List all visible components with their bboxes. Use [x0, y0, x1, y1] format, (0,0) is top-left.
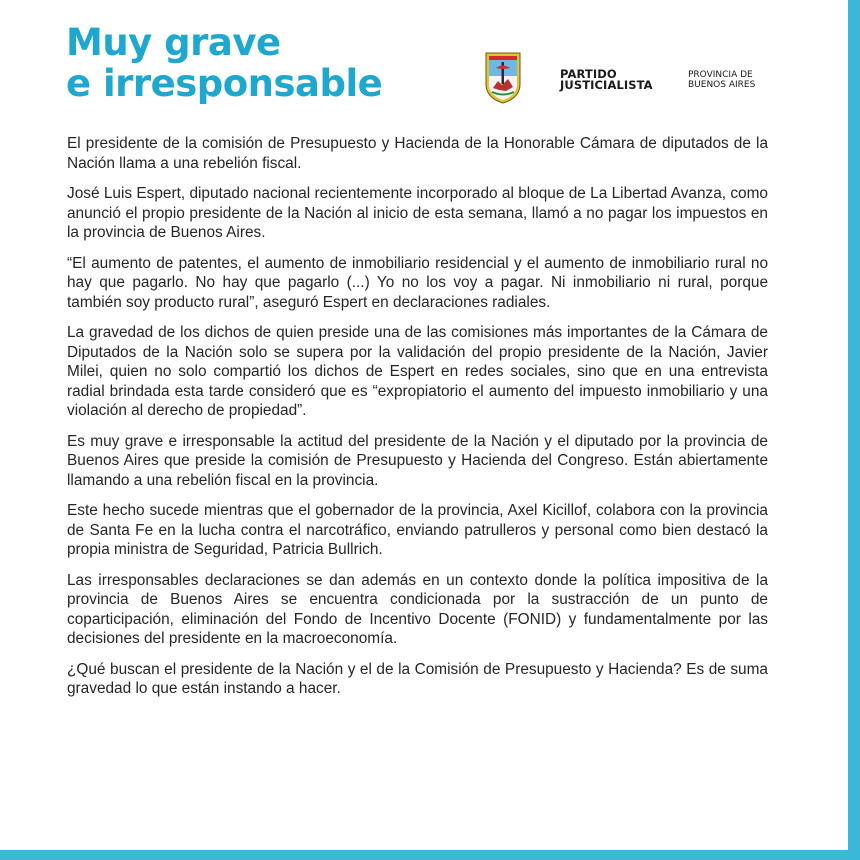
paragraph: Este hecho sucede mientras que el gobernador de la provincia, Axel Kicillof, colabora con la provincia de Santa Fe en la lucha contra el narcotráfico, enviando patrulleros y personal como bien destacó la propia ministra de Seguridad, Patricia Bullrich.: [67, 502, 768, 558]
page-title: [66, 22, 382, 104]
accent-strip-right: [848, 0, 860, 860]
paragraph: José Luis Espert, diputado nacional recientemente incorporado al bloque de La Libertad Avanza, como anunció el propio presidente de la Nación al inicio de esta semana, llamó a no pagar los impuestos en la provincia de Buenos Aires.: [67, 185, 768, 241]
title-line-1: Muy grave: [66, 21, 281, 64]
partido-justicialista-wordmark: [560, 69, 653, 91]
title-line-2: e irresponsable: [66, 62, 383, 105]
province-line-2: BUENOS AIRES: [688, 79, 756, 90]
logo-line-1: PARTIDO: [560, 67, 617, 81]
accent-strip-bottom: [0, 850, 860, 860]
paragraph: ¿Qué buscan el presidente de la Nación y el de la Comisión de Presupuesto y Hacienda? Es de suma gravedad lo que están instando a hacer.: [67, 660, 768, 697]
province-line-1: PROVINCIA DE: [688, 70, 753, 80]
logo-line-2: JUSTICIALISTA: [560, 78, 653, 92]
provincia-buenos-aires-wordmark: [688, 71, 755, 90]
partido-justicialista-shield-logo: [484, 50, 522, 104]
paragraph: Es muy grave e irresponsable la actitud del presidente de la Nación y el diputado por la provincia de Buenos Aires que preside la comisión de Presupuesto y Hacienda del Congreso. Están abiertamente llamando a una rebelión fiscal en la provincia.: [67, 432, 768, 489]
paragraph: Las irresponsables declaraciones se dan además en un contexto donde la política impositiva de la provincia de Buenos Aires se encuentra condicionada por la sustracción de un punto de coparticipación, eliminación del Fondo de Incentivo Docente (FONID) y fundamentalmente por las decisiones del presidente en la macroeconomía.: [67, 571, 768, 647]
paragraph: “El aumento de patentes, el aumento de inmobiliario residencial y el aumento de inmobiliario rural no hay que pagarlo. No hay que pagarlo (...) Yo no los voy a pagar. Ni inmobiliario ni rural, porque también soy producto rural”, aseguró Espert en declaraciones radiales.: [67, 254, 768, 311]
paragraph: La gravedad de los dichos de quien preside una de las comisiones más importantes de la Cámara de Diputados de la Nación solo se supera por la validación del propio presidente de la Nación, Javier Milei, quien no solo compartió los dichos de Espert en redes sociales, sino que en una entrevista radial brindada esta tarde consideró que es “expropiatorio el aumento del impuesto inmobiliario y una violación al derecho de propiedad”.: [67, 324, 768, 419]
paragraph: El presidente de la comisión de Presupuesto y Hacienda de la Honorable Cámara de diputados de la Nación llama a una rebelión fiscal.: [67, 135, 768, 172]
statement-body: [67, 134, 768, 710]
